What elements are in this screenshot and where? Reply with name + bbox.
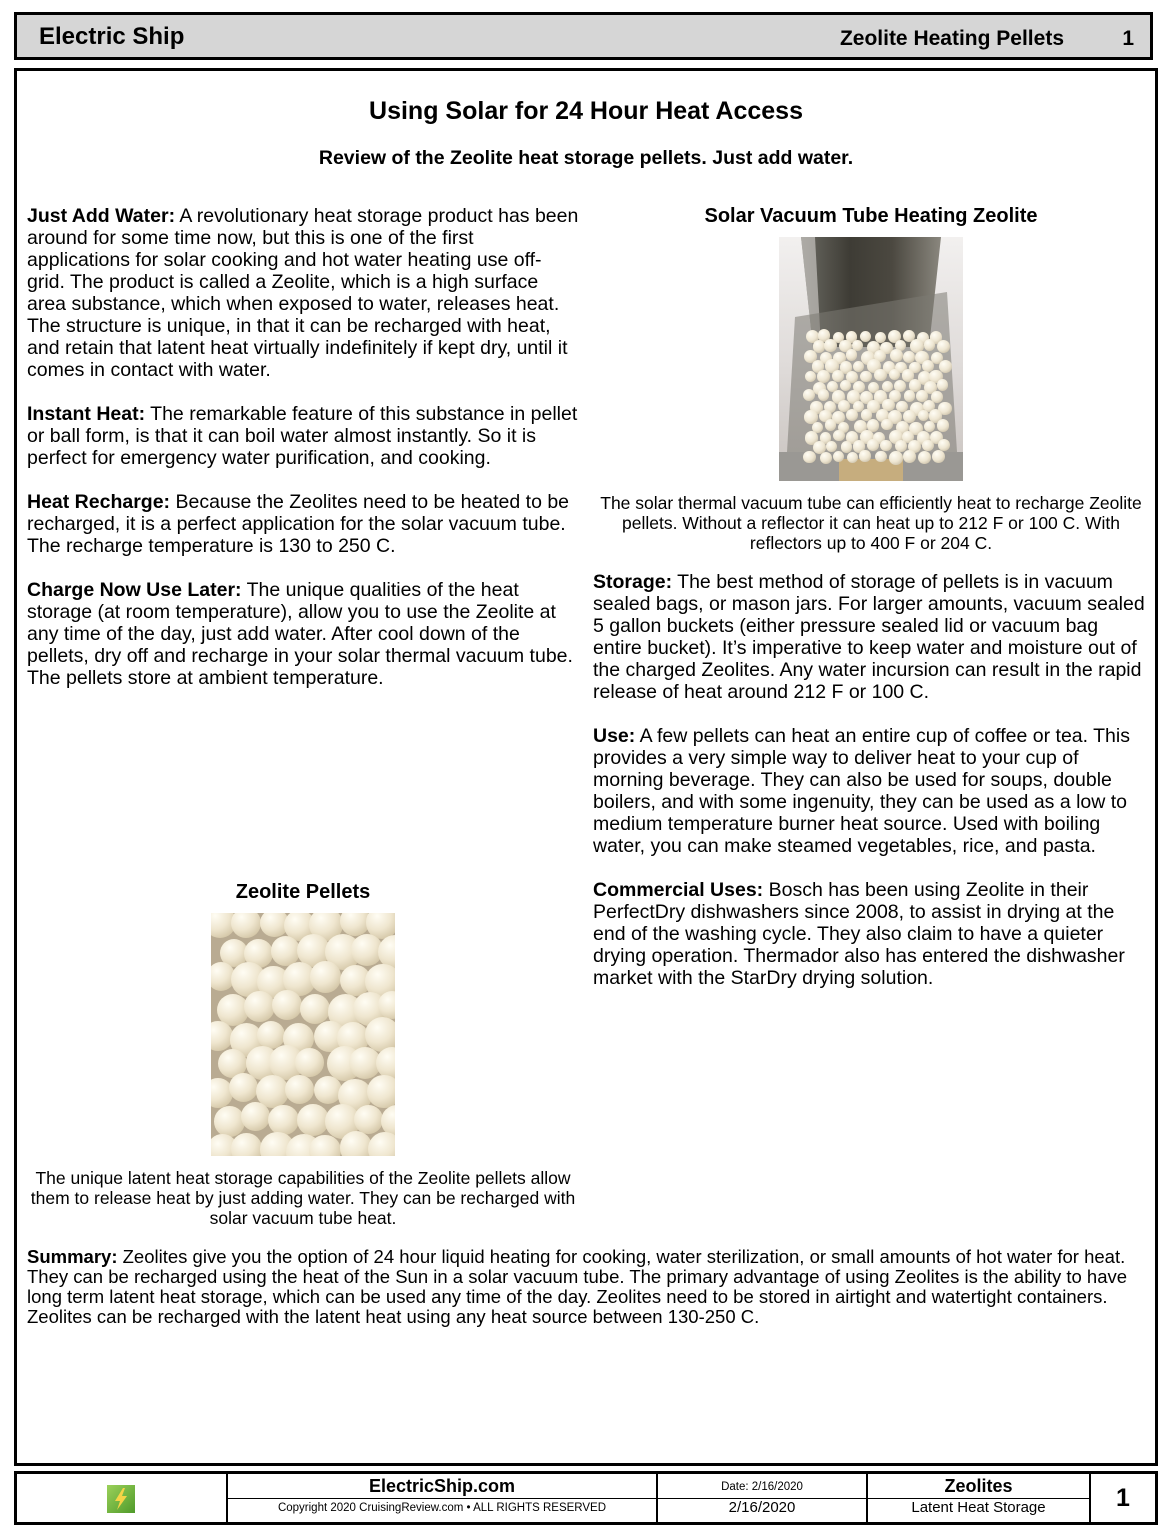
lightning-bolt-icon (107, 1485, 135, 1513)
pellet-ball (833, 430, 845, 442)
pellet-ball (231, 1133, 262, 1156)
figure-vacuum-tube (593, 205, 1149, 553)
pellet-ball (368, 1132, 395, 1156)
pellet-ball (817, 370, 829, 382)
vacuum-tube-photo (779, 237, 963, 481)
paragraph-use (593, 725, 1149, 857)
zeolite-pellets-photo (211, 913, 395, 1156)
paragraph-text: The unique qualities of the heat storage (at room temperature), allow you to use the Zeolite at any time of the day, just add water. After cool down of the pellets, dry off and recharge in your solar thermal vacuum tube. The pellets store at ambient temperature. (27, 579, 573, 689)
lightning-logo-icon (107, 1485, 135, 1513)
pellet-ball (860, 371, 871, 382)
pellet-ball (820, 452, 832, 464)
pellet-ball (354, 1105, 383, 1134)
footer-topic: Zeolites (868, 1476, 1089, 1499)
right-column (593, 571, 1149, 1011)
pellet-ball (214, 1106, 245, 1137)
pellet-ball (904, 390, 915, 401)
figure-title: Zeolite Pellets (235, 881, 371, 903)
pellet-ball (824, 339, 836, 351)
footer-copyright: Copyright 2020 CruisingReview.com • ALL RIGHTS RESERVED (277, 1502, 607, 1514)
paragraph-commercial-uses (593, 879, 1149, 989)
pellet-ball (890, 349, 903, 362)
paragraph-text: The best method of storage of pellets is in vacuum sealed bags, or mason jars. For larger amounts, vacuum sealed 5 gallon buckets (either pressure sealed lid or vacuum bag entire bucket). It’s imperative to keep water and moisture out of the charged Zeolites. Any water incursion can result in the rapid release of heat around 212 F or 100 C. (593, 571, 1145, 703)
header-page-number: 1 (1122, 27, 1134, 50)
paragraph-text: The remarkable feature of this substance in pellet or ball form, is that it can boil water almost instantly. So it is perfect for emergency water purification, and cooking. (27, 403, 578, 469)
figure-zeolite-pellets (27, 881, 579, 1228)
pellet-ball (272, 990, 302, 1020)
summary-paragraph (27, 1247, 1149, 1327)
pellet-ball (846, 349, 857, 360)
pellet-ball (244, 991, 276, 1023)
page-footer (14, 1471, 1158, 1525)
paragraph-text: A few pellets can heat an entire cup of coffee or tea. This provides a very simple way to deliver heat to your cup of morning beverage. They can also be used for soups, double boilers, and with some ingenuity, they can be used as a low to medium temperature burner heat source. Used with boiling water, you can make steamed vegetables, rice, and pasta. (593, 725, 1130, 857)
pellet-ball (859, 450, 870, 461)
pellet-ball (257, 1021, 285, 1049)
figure-caption: The solar thermal vacuum tube can efficiently heat to recharge Zeolite pellets. Without a reflector it can heat up to 212 F or 100 C. With reflectors up to 400 F or 204 C. (600, 493, 1142, 553)
paragraph-heading: Heat Recharge: (27, 491, 171, 513)
pellet-ball (867, 439, 879, 451)
footer-date-cell (658, 1474, 868, 1522)
left-column (27, 205, 579, 711)
pellet-ball (881, 419, 892, 430)
pellet-ball (300, 994, 330, 1024)
pellet-ball (880, 440, 891, 451)
header-title: Zeolite Heating Pellets (839, 27, 1064, 50)
pellet-ball (818, 389, 829, 400)
summary-text: Zeolites give you the option of 24 hour liquid heating for cooking, water sterilization, or small amounts of hot water for heat. They can be recharged using the heat of the Sun in a solar vacuum tube. The primary advantage of using Zeolites is the ability to have long term latent heat storage, which can be used any time of the day. Zeolites need to be stored in airtight and watertight containers. Zeolites can be recharged with the latent heat using any heat source between 130-250 C. (27, 1246, 1128, 1327)
pellet-ball (285, 1075, 314, 1104)
article-body (14, 68, 1158, 1466)
paragraph-just-add-water (27, 205, 579, 381)
paragraph-heading: Instant Heat: (27, 403, 146, 425)
pellet-ball (937, 379, 948, 390)
paragraph-heading: Use: (593, 725, 636, 747)
footer-date: 2/16/2020 (728, 1499, 796, 1516)
footer-logo-cell (17, 1474, 228, 1522)
paragraph-instant-heat (27, 403, 579, 469)
summary-heading: Summary: (27, 1246, 118, 1267)
paragraph-heat-recharge (27, 491, 579, 557)
footer-topic-cell (868, 1474, 1091, 1522)
pellet-ball (922, 440, 933, 451)
pellet-ball (268, 1105, 298, 1135)
article-title: Using Solar for 24 Hour Heat Access (369, 97, 803, 125)
figure-title: Solar Vacuum Tube Heating Zeolite (704, 205, 1038, 227)
pellet-ball (841, 441, 852, 452)
pellet-ball (295, 1048, 324, 1077)
pellet-ball (903, 450, 916, 463)
paragraph-text: Bosch has been using Zeolite in their PerfectDry dishwashers since 2008, to assist in drying at the end of the washing cycle. They also claim to have a quieter drying operation. Thermador also has entered the dishwasher market with the StarDry drying solution. (593, 879, 1125, 989)
pellet-ball (297, 1104, 329, 1136)
footer-topic-sub: Latent Heat Storage (911, 1499, 1046, 1516)
footer-site-cell (228, 1474, 658, 1522)
pellet-ball (241, 1102, 270, 1131)
figure-caption: The unique latent heat storage capabilities of the Zeolite pellets allow them to release heat by just adding water. They can be recharged with solar vacuum tube heat. (30, 1168, 576, 1228)
pellet-ball (805, 371, 816, 382)
footer-page-number: 1 (1116, 1484, 1130, 1512)
pellet-ball (231, 913, 261, 938)
publication-name: Electric Ship (39, 23, 185, 50)
pellet-ball (367, 1075, 395, 1109)
pellet-ball (932, 450, 945, 463)
pellet-ball (875, 451, 887, 463)
paragraph-heading: Commercial Uses: (593, 879, 764, 901)
paragraph-text: Because the Zeolites need to be heated to be recharged, it is a perfect application for the solar vacuum tube. The recharge temperature is 130 to 250 C. (27, 491, 570, 557)
page-header (14, 12, 1153, 60)
footer-site-name: ElectricShip.com (228, 1476, 656, 1499)
paragraph-charge-now (27, 579, 579, 689)
pellet-ball (314, 1076, 342, 1104)
pellet-ball (889, 451, 903, 465)
pellet-ball (840, 380, 851, 391)
paragraph-heading: Just Add Water: (27, 205, 176, 227)
paragraph-text: A revolutionary heat storage product has been around for some time now, but this is one of the first applications for solar cooking and hot water heating use off-grid. The product is called a Zeolite, which is a high surface area substance, which when exposed to water, releases heat. The structure is unique, in that it can be recharged with heat, and retain that latent heat virtually indefinitely if kept dry, until it comes in contact with water. (27, 205, 579, 381)
paragraph-heading: Storage: (593, 571, 673, 593)
paragraph-heading: Charge Now Use Later: (27, 579, 242, 601)
paragraph-storage (593, 571, 1149, 703)
pellet-ball (860, 331, 871, 342)
footer-date-label: Date: 2/16/2020 (658, 1476, 866, 1499)
pellet-ball (310, 961, 342, 993)
article-subtitle: Review of the Zeolite heat storage pellets. Just add water. (318, 147, 854, 169)
pellet-ball (229, 1073, 258, 1102)
